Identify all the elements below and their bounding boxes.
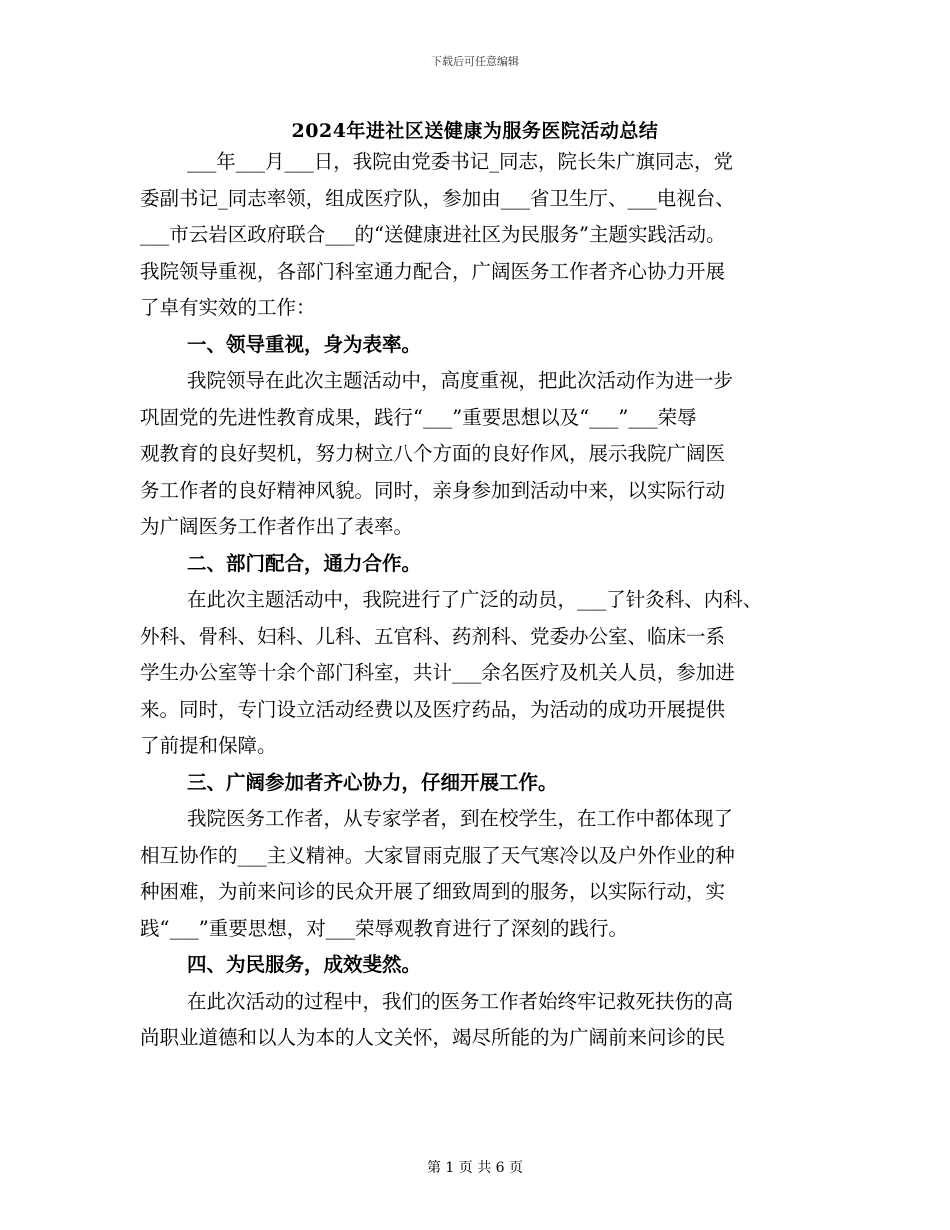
page-number: 第 1 页 共 6 页 [426,1160,524,1176]
section-heading: 四、为民服务，成效斐然。 [187,953,422,976]
header-note: 下载后可任意编辑 [431,55,519,68]
section-heading: 二、部门配合，通力合作。 [187,551,422,575]
paragraph-line: 我院领导重视，各部门科室通力配合，广阔医务工作者齐心协力开展 [140,259,726,283]
document-title: 2024年进社区送健康为服务医院活动总结 [291,120,659,142]
paragraph-line: 巩固党的先进性教育成果，践行“___”重要思想以及“___”___荣辱 [140,405,697,429]
section-heading: 三、广阔参加者齐心协力，仔细开展工作。 [187,770,558,794]
paragraph-line: 外科、骨科、妇科、儿科、五官科、药剂科、党委办公室、临床一系 [140,624,726,648]
paragraph-line: 务工作者的良好精神风貌。同时，亲身参加到活动中来，以实际行动 [140,478,726,502]
paragraph-line: 观教育的良好契机，努力树立八个方面的良好作风，展示我院广阔医 [140,442,726,465]
document-body [140,144,820,1057]
paragraph-line: ___市云岩区政府联合___的“送健康进社区为民服务”主题实践活动。 [140,223,726,246]
paragraph-line: 我院领导在此次主题活动中，高度重视，把此次活动作为进一步 [187,369,734,392]
paragraph-line: 相互协作的___主义精神。大家冒雨克服了天气寒冷以及户外作业的种 [140,843,735,867]
paragraph-line: 委副书记_同志率领，组成医疗队，参加由___省卫生厅、___电视台、 [140,186,735,210]
paragraph-line: ___年___月___日，我院由党委书记_同志，院长朱广旗同志，党 [187,150,734,173]
paragraph-line: 了前提和保障。 [140,734,277,757]
paragraph-line: 我院医务工作者，从专家学者，到在校学生，在工作中都体现了 [187,807,734,830]
paragraph-line: 了卓有实效的工作： [140,296,316,319]
paragraph-line: 践“___”重要思想，对___荣辱观教育进行了深刻的践行。 [140,916,628,940]
paragraph-line: 种困难，为前来问诊的民众开展了细致周到的服务，以实际行动，实 [140,880,726,903]
paragraph-line: 在此次活动的过程中，我们的医务工作者始终牢记救死扶伤的高 [187,989,734,1013]
paragraph-line: 在此次主题活动中，我院进行了广泛的动员，___了针灸科、内科、 [187,588,763,611]
paragraph-line: 尚职业道德和以人为本的人文关怀，竭尽所能的为广阔前来问诊的民 [140,1026,726,1049]
paragraph-line: 为广阔医务工作者作出了表率。 [140,515,414,538]
paragraph-line: 来。同时，专门设立活动经费以及医疗药品，为活动的成功开展提供 [140,697,726,721]
paragraph-line: 学生办公室等十余个部门科室，共计___余名医疗及机关人员，参加进 [140,661,735,684]
section-heading: 一、领导重视，身为表率。 [187,332,422,356]
